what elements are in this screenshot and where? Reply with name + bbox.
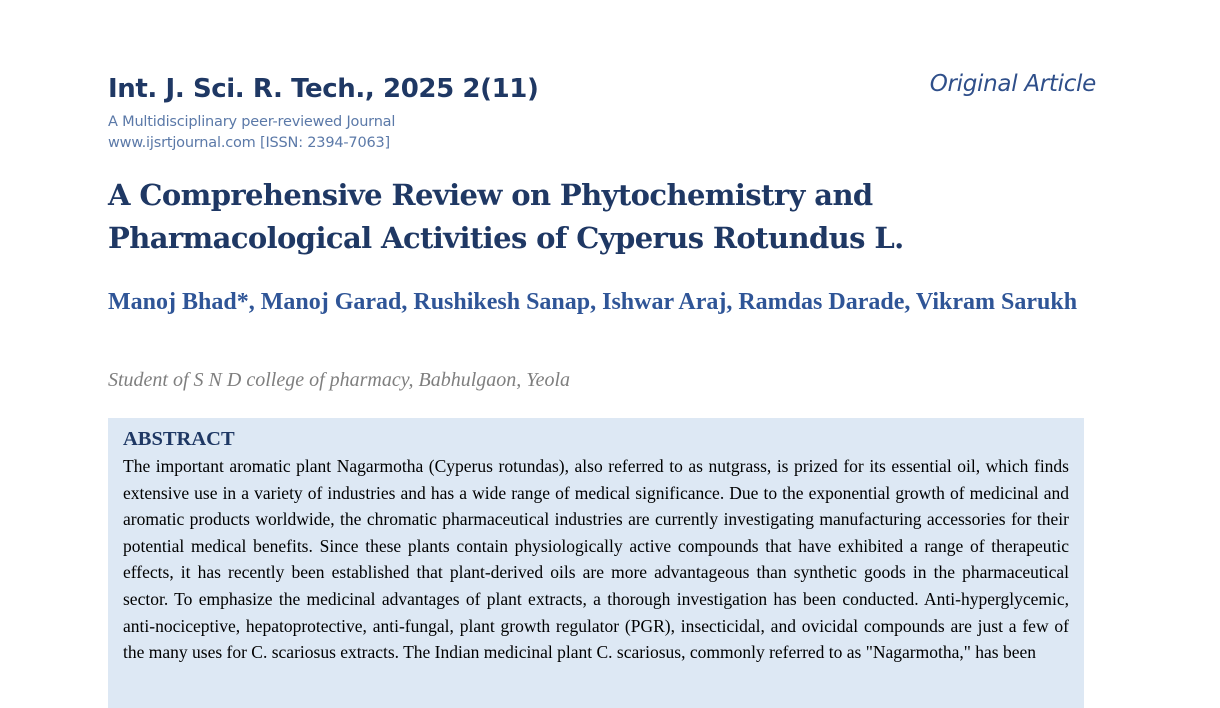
abstract-section — [108, 418, 1084, 708]
abstract-heading: ABSTRACT — [123, 428, 235, 450]
author-list: Manoj Bhad*, Manoj Garad, Rushikesh Sanap, Ishwar Araj, Ramdas Darade, Vikram Sarukh — [108, 289, 1078, 315]
abstract-body: The important aromatic plant Nagarmotha (Cyperus rotundas), also referred to as nutgrass, is prized for its essential oil, which finds extensive use in a variety of industries and has a wide range of medical significance. Due to the exponential growth of medicinal and aromatic products worldwide, the chromatic pharmaceutical industries are currently investigating manufacturing accessories for their potential medical benefits. Since these plants contain physiologically active compounds that have exhibited a range of therapeutic effects, it has recently been established that plant-derived oils are more advantageous than synthetic goods in the pharmaceutical sector. To emphasize the medicinal advantages of plant extracts, a thorough investigation has been conducted. Anti-hyperglycemic, anti-nociceptive, hepatoprotective, anti-fungal, plant growth regulator (PGR), insecticidal, and ovicidal compounds are just a few of the many uses for C. scariosus extracts. The Indian medicinal plant C. scariosus, commonly referred to as "Nagarmotha," has been — [123, 456, 1069, 663]
journal-citation: Int. J. Sci. R. Tech., 2025 2(11) — [108, 74, 539, 104]
article-type-label: Original Article — [929, 71, 1096, 97]
author-affiliation: Student of S N D college of pharmacy, Babhulgaon, Yeola — [108, 369, 571, 391]
paper-title: A Comprehensive Review on Phytochemistry and Pharmacological Activities of Cyperus Rotundus L. — [108, 178, 904, 255]
journal-description: A Multidisciplinary peer-reviewed Journal — [108, 114, 396, 130]
journal-website-issn: www.ijsrtjournal.com [ISSN: 2394-7063] — [108, 135, 390, 151]
